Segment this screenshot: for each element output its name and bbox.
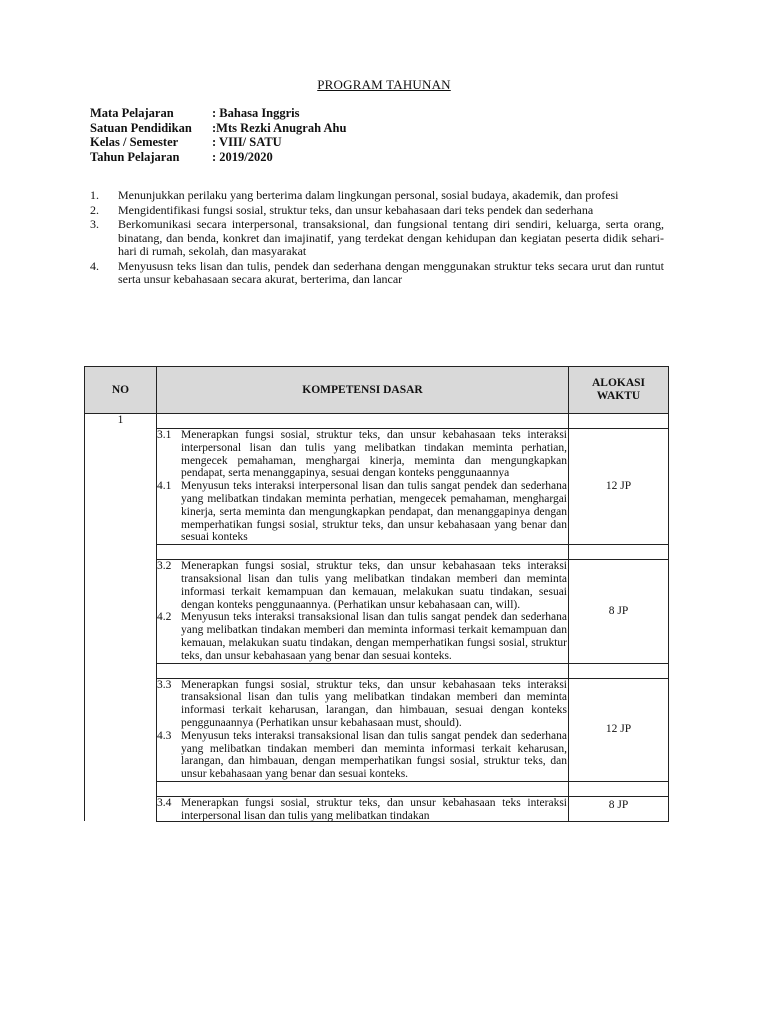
row-number-cont (85, 781, 157, 796)
row-number-cont (85, 429, 157, 545)
header-no: NO (85, 367, 157, 414)
objective-text: Menunjukkan perilaku yang berterima dalam lingkungan personal, sosial budaya, akademik, dan profesi (118, 188, 619, 202)
objective-text: Menyususn teks lisan dan tulis, pendek dan sederhana dengan menggunakan struktur teks secara urut dan runtut serta unsur kebahasaan secara akurat, berterima, dan lancar (118, 258, 664, 286)
competency-number: 4.2 (157, 611, 172, 624)
header-alokasi: ALOKASI WAKTU (569, 367, 669, 414)
objective-number: 1. (90, 188, 99, 202)
competency-cell (157, 678, 569, 781)
meta-value: : 2019/2020 (212, 149, 273, 164)
objective-number: 3. (90, 217, 99, 231)
competency-text: Menerapkan fungsi sosial, struktur teks, dan unsur kebahasaan teks interaksi transaksional lisan dan tulis yang melibatkan tindakan memberi dan meminta informasi terkait kemampuan dan kemauan, melakukan suatu tindakan, sesuai dengan konteks penggunaannya. (Perhatikan unsur kebahasaan can, will). (181, 560, 567, 611)
meta-value: :Mts Rezki Anugrah Ahu (212, 120, 347, 135)
meta-row-class (90, 135, 346, 150)
row-number-cont (85, 545, 157, 560)
alokasi-cell: 8 JP (569, 796, 669, 821)
meta-key: Kelas / Semester (90, 135, 179, 149)
competency-text: Menyusun teks interaksi interpersonal lisan dan tulis sangat pendek dan sederhana yang melibatkan tindakan meminta perhatian, mengecek pemahaman, menghargai kinerja, serta meminta dan mengungkapkan pendapat, dan menanggapinya dengan memperhatikan fungsi sosial, struktur teks, dan unsur kebahasaan yang benar dan sesuai konteks (181, 480, 567, 544)
row-number-cont (85, 663, 157, 678)
meta-key: Mata Pelajaran (90, 106, 174, 120)
objective-item (90, 260, 664, 287)
row-number-cont (85, 678, 157, 781)
competency-number: 3.1 (157, 429, 172, 441)
competency-cell (157, 560, 569, 663)
meta-key: Tahun Pelajaran (90, 149, 180, 164)
spacer-cell (569, 414, 669, 429)
objective-item (90, 218, 664, 259)
competency-cell (157, 796, 569, 821)
spacer-cell (569, 545, 669, 560)
meta-value: : Bahasa Inggris (212, 106, 300, 120)
competency-number: 4.3 (157, 729, 172, 742)
spacer-cell (569, 663, 669, 678)
competency-number: 3.4 (157, 796, 172, 809)
competency-item (157, 429, 568, 480)
table-row (85, 663, 669, 678)
meta-key: Satuan Pendidikan (90, 120, 192, 135)
row-number-cont (85, 796, 157, 821)
objective-number: 2. (90, 202, 99, 217)
spacer-cell (157, 545, 569, 560)
table-row (85, 560, 669, 663)
competency-item (157, 611, 568, 662)
clipped-content (157, 797, 568, 821)
objective-item (90, 189, 664, 203)
meta-value: : VIII/ SATU (212, 135, 282, 149)
table-row (85, 781, 669, 796)
competency-text: Menerapkan fungsi sosial, struktur teks, dan unsur kebahasaan teks interaksi interpersonal lisan dan tulis yang melibatkan tindakan meminta perhatian, mengecek pemahaman, menghargai kinerja, meminta dan mengungkapkan pendapat, serta menanggapinya, sesuai dengan konteks penggunaannya (181, 429, 567, 480)
header-kompetensi: KOMPETENSI DASAR (157, 367, 569, 414)
competency-table (84, 366, 669, 822)
document-meta (90, 106, 346, 164)
objective-text: Mengidentifikasi fungsi sosial, struktur teks, dan unsur kebahasaan dari teks pendek dan sederhana (118, 202, 594, 217)
alokasi-cell: 12 JP (569, 429, 669, 545)
competency-number: 3.3 (157, 678, 172, 691)
table-header-row (85, 367, 669, 414)
spacer-cell (157, 663, 569, 678)
spacer-cell (157, 414, 569, 429)
table-row (85, 796, 669, 821)
meta-row-year (90, 150, 346, 165)
objective-number: 4. (90, 258, 99, 273)
competency-cell (157, 429, 569, 545)
competency-item (157, 679, 568, 730)
competency-text: Menyusun teks interaksi transaksional lisan dan tulis sangat pendek dan sederhana yang melibatkan tindakan memberi dan meminta informasi terkait keharusan, larangan, dan himbauan, dengan memperhatikan fungsi sosial, struktur teks, dan unsur kebahasaan yang benar dan sesuai konteks. (181, 729, 567, 781)
alokasi-cell: 8 JP (569, 560, 669, 663)
meta-row-school (90, 121, 346, 136)
competency-item (157, 480, 568, 544)
table-row (85, 429, 669, 545)
competency-number: 4.1 (157, 480, 172, 493)
spacer-cell (157, 781, 569, 796)
competency-item (157, 560, 568, 611)
table-row (85, 414, 669, 429)
competency-item (157, 730, 568, 781)
objectives-list (90, 189, 664, 288)
alokasi-cell: 12 JP (569, 678, 669, 781)
row-number: 1 (85, 414, 157, 429)
row-number-cont (85, 560, 157, 663)
spacer-cell (569, 781, 669, 796)
competency-number: 3.2 (157, 560, 172, 573)
table-row (85, 678, 669, 781)
competency-text: Menyusun teks interaksi transaksional lisan dan tulis sangat pendek dan sederhana yang melibatkan tindakan memberi dan meminta informasi terkait kemampuan dan kemauan, melakukan suatu tindakan, dengan memperhatikan fungsi sosial, struktur teks, dan unsur kebahasaan yang benar dan sesuai konteks. (181, 611, 567, 662)
table-row (85, 545, 669, 560)
competency-text: Menerapkan fungsi sosial, struktur teks, dan unsur kebahasaan teks interaksi interpersonal lisan dan tulis yang melibatkan tindakan (181, 796, 567, 821)
competency-item (157, 797, 568, 821)
objective-item (90, 204, 664, 218)
document-title: PROGRAM TAHUNAN (317, 77, 451, 92)
competency-text: Menerapkan fungsi sosial, struktur teks, dan unsur kebahasaan teks interaksi transaksional lisan dan tulis yang melibatkan tindakan memberi dan meminta informasi terkait keharusan, larangan, dan himbauan, sesuai dengan konteks penggunaannya (Perhatikan unsur kebahasaan must, should). (181, 678, 567, 729)
objective-text: Berkomunikasi secara interpersonal, transaksional, dan fungsional tentang diri sendiri, keluarga, serta orang, binatang, dan benda, konkret dan imajinatif, yang terdekat dengan kehidupan dan kegiatan peserta didik sehari-hari di rumah, sekolah, dan masyarakat (118, 217, 664, 258)
meta-row-subject (90, 106, 346, 121)
